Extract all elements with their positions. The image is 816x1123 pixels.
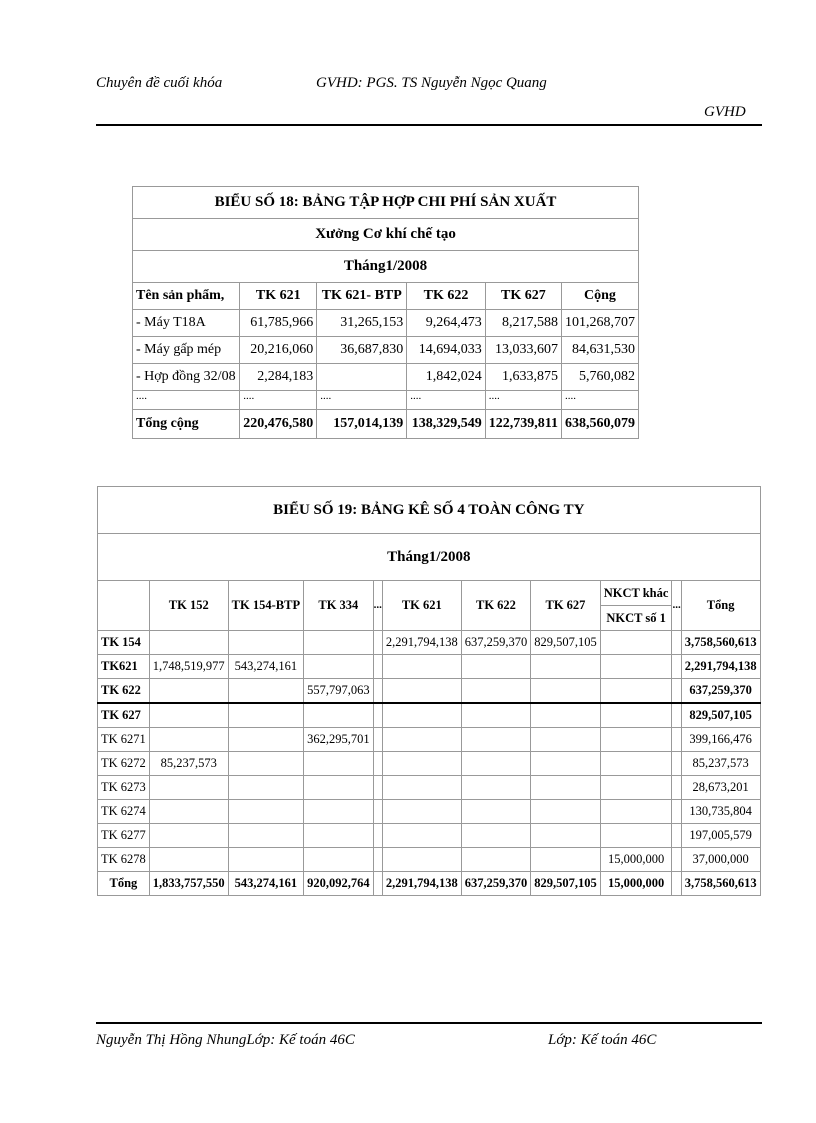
cell <box>600 776 672 800</box>
cell <box>382 703 461 728</box>
cell <box>373 703 382 728</box>
cell <box>228 824 303 848</box>
col-header: NKCT khác <box>600 581 672 606</box>
cell: 829,507,105 <box>681 703 760 728</box>
cell: 36,687,830 <box>317 337 407 364</box>
cell <box>373 728 382 752</box>
cell <box>373 872 382 896</box>
cell <box>461 728 531 752</box>
cell: 9,264,473 <box>407 310 485 337</box>
cell: 85,237,573 <box>149 752 228 776</box>
cell: 197,005,579 <box>681 824 760 848</box>
col-header: TK 627 <box>485 283 561 310</box>
cell <box>600 679 672 704</box>
table18-total-row <box>133 410 639 439</box>
cell <box>672 655 681 679</box>
cell <box>373 800 382 824</box>
cell <box>461 679 531 704</box>
cell <box>672 824 681 848</box>
cell: 157,014,139 <box>317 410 407 439</box>
cell <box>149 728 228 752</box>
cell <box>531 703 601 728</box>
table-row <box>133 391 639 410</box>
cell: 138,329,549 <box>407 410 485 439</box>
table18-header-row <box>133 283 639 310</box>
header-rule <box>96 124 762 126</box>
cell <box>382 752 461 776</box>
cell <box>531 800 601 824</box>
cell: - Máy T18A <box>133 310 240 337</box>
cell <box>228 728 303 752</box>
cell <box>304 800 374 824</box>
table-row <box>98 800 761 824</box>
cell <box>149 824 228 848</box>
table-row <box>98 752 761 776</box>
cell <box>304 848 374 872</box>
cell <box>382 728 461 752</box>
table18-period: Tháng1/2008 <box>133 251 639 283</box>
table18-subtitle: Xưởng Cơ khí chế tạo <box>133 219 639 251</box>
cell <box>461 824 531 848</box>
cell: .... <box>240 391 317 410</box>
cell: TK 6274 <box>98 800 150 824</box>
cell: 3,758,560,613 <box>681 872 760 896</box>
cell: 637,259,370 <box>461 631 531 655</box>
cell <box>600 728 672 752</box>
cell: 637,259,370 <box>461 872 531 896</box>
cell <box>373 776 382 800</box>
cell <box>531 655 601 679</box>
col-header: TK 622 <box>407 283 485 310</box>
cell <box>149 848 228 872</box>
cell <box>149 776 228 800</box>
cell: TK 154 <box>98 631 150 655</box>
cell: 1,842,024 <box>407 364 485 391</box>
cell: 829,507,105 <box>531 872 601 896</box>
footer-right: Lớp: Kế toán 46C <box>548 1032 657 1048</box>
cell <box>373 824 382 848</box>
cell: 101,268,707 <box>561 310 638 337</box>
cell: 31,265,153 <box>317 310 407 337</box>
cell: 130,735,804 <box>681 800 760 824</box>
cell <box>531 776 601 800</box>
table-row <box>98 728 761 752</box>
col-header: TK 621 <box>382 581 461 631</box>
cell <box>672 776 681 800</box>
cell <box>228 848 303 872</box>
cell: 122,739,811 <box>485 410 561 439</box>
cell: 3,758,560,613 <box>681 631 760 655</box>
cell <box>382 679 461 704</box>
cell: 557,797,063 <box>304 679 374 704</box>
table19-period: Tháng1/2008 <box>98 534 761 581</box>
cell: 84,631,530 <box>561 337 638 364</box>
cell <box>149 800 228 824</box>
cell: 2,291,794,138 <box>382 872 461 896</box>
table-row <box>133 337 639 364</box>
cell <box>228 679 303 704</box>
cell: TK621 <box>98 655 150 679</box>
cell <box>461 703 531 728</box>
table-row <box>98 631 761 655</box>
cell <box>672 703 681 728</box>
cell: TK 6278 <box>98 848 150 872</box>
cell: 13,033,607 <box>485 337 561 364</box>
cell <box>600 824 672 848</box>
header-left: Chuyên đề cuối khóa <box>96 75 223 91</box>
cell <box>461 848 531 872</box>
cell: Tổng cộng <box>133 410 240 439</box>
cell: 2,291,794,138 <box>681 655 760 679</box>
cell: 920,092,764 <box>304 872 374 896</box>
table-18 <box>132 186 639 439</box>
footer-left: Nguyễn Thị Hồng NhungLớp: Kế toán 46C <box>96 1032 355 1048</box>
table-row <box>98 703 761 728</box>
cell: 28,673,201 <box>681 776 760 800</box>
table-19 <box>97 486 761 896</box>
cell: 637,259,370 <box>681 679 760 704</box>
cell: .... <box>561 391 638 410</box>
cell: 8,217,588 <box>485 310 561 337</box>
footer-rule <box>96 1022 762 1024</box>
cell <box>373 848 382 872</box>
header-center: GVHD: PGS. TS Nguyễn Ngọc Quang <box>316 75 547 91</box>
cell: .... <box>133 391 240 410</box>
cell <box>228 800 303 824</box>
cell <box>304 824 374 848</box>
cell <box>382 776 461 800</box>
cell: 1,633,875 <box>485 364 561 391</box>
cell <box>531 848 601 872</box>
cell <box>461 800 531 824</box>
cell: 220,476,580 <box>240 410 317 439</box>
cell: 543,274,161 <box>228 655 303 679</box>
cell <box>531 824 601 848</box>
cell: TK 622 <box>98 679 150 704</box>
cell <box>373 631 382 655</box>
table-row <box>133 364 639 391</box>
col-header: TK 627 <box>531 581 601 631</box>
cell: 543,274,161 <box>228 872 303 896</box>
cell <box>228 703 303 728</box>
col-header: TK 154-BTP <box>228 581 303 631</box>
cell: TK 627 <box>98 703 150 728</box>
cell: 61,785,966 <box>240 310 317 337</box>
cell <box>672 872 681 896</box>
cell: Tổng <box>98 872 150 896</box>
table18-title: BIỂU SỐ 18: BẢNG TẬP HỢP CHI PHÍ SẢN XUẤT <box>133 187 639 219</box>
cell <box>600 703 672 728</box>
cell: 638,560,079 <box>561 410 638 439</box>
cell <box>382 655 461 679</box>
cell <box>672 752 681 776</box>
cell <box>304 655 374 679</box>
table-row <box>98 824 761 848</box>
cell <box>304 776 374 800</box>
cell <box>373 655 382 679</box>
col-header: Tổng <box>681 581 760 631</box>
table-row <box>98 655 761 679</box>
cell <box>600 655 672 679</box>
table19-header-row <box>98 581 761 606</box>
cell: 15,000,000 <box>600 848 672 872</box>
cell: TK 6271 <box>98 728 150 752</box>
cell <box>461 655 531 679</box>
table19-title: BIỂU SỐ 19: BẢNG KÊ SỐ 4 TOÀN CÔNG TY <box>98 487 761 534</box>
table19-total-row <box>98 872 761 896</box>
col-header: Tên sản phẩm, <box>133 283 240 310</box>
col-header: ... <box>373 581 382 631</box>
cell: 15,000,000 <box>600 872 672 896</box>
cell <box>373 752 382 776</box>
cell <box>672 728 681 752</box>
col-header: Cộng <box>561 283 638 310</box>
cell <box>304 631 374 655</box>
cell <box>228 752 303 776</box>
cell <box>382 800 461 824</box>
cell: 362,295,701 <box>304 728 374 752</box>
cell: 20,216,060 <box>240 337 317 364</box>
col-header: TK 334 <box>304 581 374 631</box>
cell <box>149 679 228 704</box>
cell <box>672 848 681 872</box>
cell <box>149 631 228 655</box>
cell: 1,748,519,977 <box>149 655 228 679</box>
cell <box>461 776 531 800</box>
cell <box>382 824 461 848</box>
cell <box>600 631 672 655</box>
cell: 829,507,105 <box>531 631 601 655</box>
cell <box>531 752 601 776</box>
cell <box>228 631 303 655</box>
table-row <box>133 310 639 337</box>
cell <box>672 679 681 704</box>
cell <box>304 752 374 776</box>
cell <box>531 728 601 752</box>
cell: 37,000,000 <box>681 848 760 872</box>
cell <box>317 364 407 391</box>
cell: 85,237,573 <box>681 752 760 776</box>
col-header: TK 621 <box>240 283 317 310</box>
cell <box>600 800 672 824</box>
cell: TK 6273 <box>98 776 150 800</box>
cell: 5,760,082 <box>561 364 638 391</box>
cell <box>373 679 382 704</box>
col-header <box>98 581 150 631</box>
header-right: GVHD <box>704 104 746 120</box>
col-header: TK 621- BTP <box>317 283 407 310</box>
col-header: TK 622 <box>461 581 531 631</box>
cell: 2,284,183 <box>240 364 317 391</box>
cell: 1,833,757,550 <box>149 872 228 896</box>
cell <box>600 752 672 776</box>
cell <box>149 703 228 728</box>
cell <box>461 752 531 776</box>
cell: .... <box>485 391 561 410</box>
col-subheader: NKCT số 1 <box>600 606 672 631</box>
cell <box>304 703 374 728</box>
cell <box>531 679 601 704</box>
cell: .... <box>407 391 485 410</box>
cell: TK 6277 <box>98 824 150 848</box>
cell: TK 6272 <box>98 752 150 776</box>
table-row <box>98 848 761 872</box>
cell: - Hợp đồng 32/08 <box>133 364 240 391</box>
cell <box>382 848 461 872</box>
cell <box>672 631 681 655</box>
cell: 2,291,794,138 <box>382 631 461 655</box>
col-header: ... <box>672 581 681 631</box>
cell: 399,166,476 <box>681 728 760 752</box>
cell <box>672 800 681 824</box>
cell: 14,694,033 <box>407 337 485 364</box>
col-header: TK 152 <box>149 581 228 631</box>
cell <box>228 776 303 800</box>
table-row <box>98 776 761 800</box>
cell: .... <box>317 391 407 410</box>
table-row <box>98 679 761 704</box>
cell: - Máy gấp mép <box>133 337 240 364</box>
